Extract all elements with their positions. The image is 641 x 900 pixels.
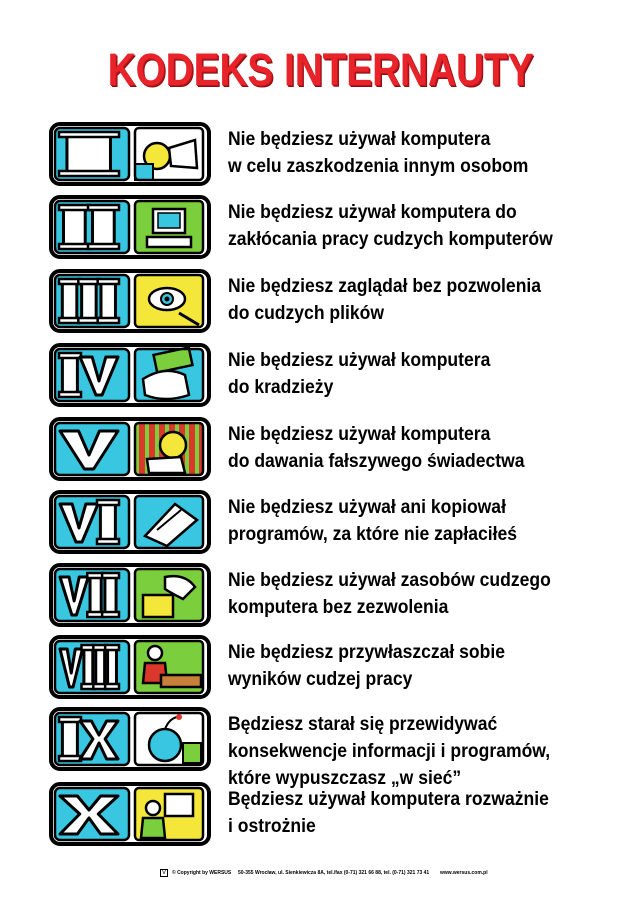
bomb-globe-icon bbox=[135, 713, 203, 765]
commandment-illustration bbox=[49, 563, 211, 627]
computer-icon bbox=[135, 201, 203, 253]
commandment-text bbox=[228, 711, 588, 792]
commandment-line: które wypuszczasz „w sieć” bbox=[228, 767, 462, 789]
commandment-item bbox=[0, 269, 641, 333]
commandment-line: Nie będziesz zaglądał bez pozwolenia bbox=[228, 275, 542, 297]
page-title: KODEKS INTERNAUTY bbox=[107, 44, 534, 95]
commandment-line: Będziesz starał się przewidywać bbox=[228, 713, 498, 735]
commandment-item bbox=[0, 563, 641, 627]
commandment-line: Nie będziesz używał komputera bbox=[228, 423, 491, 445]
eye-icon bbox=[135, 275, 203, 327]
commandment-illustration bbox=[49, 269, 211, 333]
commandment-line: i ostrożnie bbox=[228, 815, 316, 837]
commandment-illustration bbox=[49, 195, 211, 259]
commandment-line: programów, za które nie zapłaciłeś bbox=[228, 523, 518, 545]
roman-numeral-icon bbox=[59, 132, 119, 176]
commandment-line: zakłócania pracy cudzych komputerów bbox=[228, 228, 553, 250]
commandment-illustration bbox=[49, 343, 211, 407]
commandment-line: Nie będziesz używał komputera bbox=[228, 349, 491, 371]
commandment-illustration bbox=[49, 490, 211, 554]
liar-face-icon bbox=[135, 423, 203, 475]
roman-numeral-icon bbox=[59, 279, 119, 323]
commandment-line: do dawania fałszywego świadectwa bbox=[228, 450, 525, 472]
commandment-line: w celu zaszkodzenia innym osobom bbox=[228, 155, 529, 177]
commandment-text bbox=[228, 421, 588, 475]
hand-icon bbox=[135, 128, 203, 180]
commandment-line: Nie będziesz przywłaszczał sobie bbox=[228, 641, 506, 663]
commandment-item bbox=[0, 417, 641, 481]
footer bbox=[0, 867, 641, 881]
commandment-item bbox=[0, 782, 641, 846]
commandment-line: Nie będziesz używał komputera do bbox=[228, 201, 517, 223]
commandment-item bbox=[0, 635, 641, 699]
commandment-item bbox=[0, 490, 641, 554]
commandment-line: Nie będziesz używał ani kopiował bbox=[228, 496, 506, 518]
commandment-item bbox=[0, 343, 641, 407]
commandment-illustration bbox=[49, 417, 211, 481]
commandment-text bbox=[228, 494, 588, 548]
commandment-line: do kradzieży bbox=[228, 376, 334, 398]
commandment-text bbox=[228, 347, 588, 401]
commandment-text bbox=[228, 273, 588, 327]
commandment-text bbox=[228, 786, 588, 840]
commandment-text bbox=[228, 639, 588, 693]
footer-copyright: © Copyright by WERSUS bbox=[172, 870, 232, 876]
commandment-line: komputera bez zezwolenia bbox=[228, 596, 449, 618]
commandment-line: Będziesz używał komputera rozważnie bbox=[228, 788, 549, 810]
commandment-item bbox=[0, 122, 641, 186]
worker-desk-icon bbox=[135, 641, 203, 693]
footer-website-link[interactable]: www.wersus.com.pl bbox=[440, 870, 488, 876]
commandment-line: konsekwencje informacji i programów, bbox=[228, 740, 551, 762]
commandment-illustration bbox=[49, 707, 211, 771]
copying-icon bbox=[135, 496, 203, 548]
drawer-hand-icon bbox=[135, 569, 203, 621]
commandment-illustration bbox=[49, 635, 211, 699]
commandment-line: do cudzych plików bbox=[228, 302, 385, 324]
commandment-item bbox=[0, 707, 641, 789]
person-computer-icon bbox=[135, 788, 203, 840]
commandment-illustration bbox=[49, 782, 211, 846]
commandment-text bbox=[228, 567, 588, 621]
commandment-text bbox=[228, 126, 588, 180]
commandment-text bbox=[228, 199, 588, 253]
commandment-line: Nie będziesz używał komputera bbox=[228, 128, 491, 150]
commandment-item bbox=[0, 195, 641, 259]
commandment-line: wyników cudzej pracy bbox=[228, 668, 413, 690]
commandment-line: Nie będziesz używał zasobów cudzego bbox=[228, 569, 551, 591]
money-hand-icon bbox=[135, 347, 203, 401]
commandment-illustration bbox=[49, 122, 211, 186]
publisher-logo-icon: V bbox=[161, 870, 166, 876]
footer-address: 50-355 Wrocław, ul. Sienkiewicza 8A, tel./fax (0-71) 321 66 88, tel. (0-71) 321 73 41 bbox=[238, 870, 430, 876]
roman-numeral-icon bbox=[60, 645, 119, 689]
